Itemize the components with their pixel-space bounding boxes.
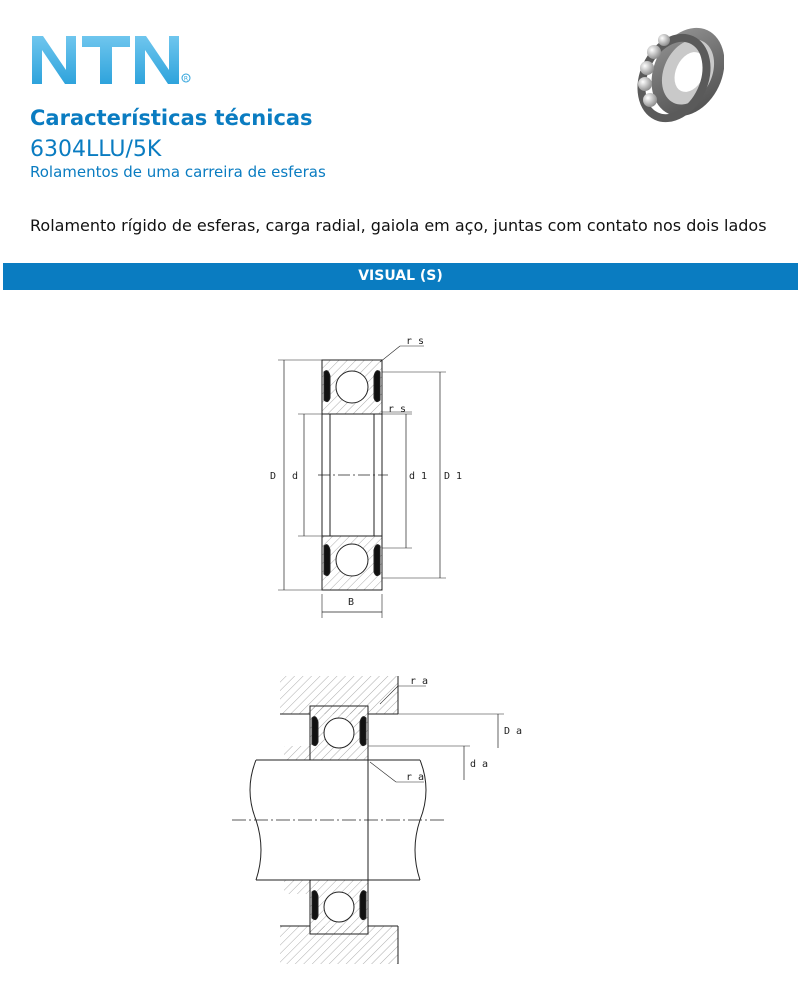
label-D1: D 1 [444, 471, 463, 482]
svg-text:R: R [183, 75, 189, 83]
label-B: B [348, 597, 355, 608]
label-d1: d 1 [409, 471, 428, 482]
ntn-logo [32, 34, 192, 88]
bearing-section-drawing [278, 346, 446, 618]
page-title: Características técnicas [30, 106, 313, 130]
label-d: d [292, 471, 299, 482]
mounting-drawing [232, 676, 504, 964]
label-Da: D a [504, 726, 523, 737]
product-description: Rolamento rígido de esferas, carga radial, gaiola em aço, juntas com contato nos dois lados [30, 216, 767, 235]
label-rs-top: r s [406, 336, 425, 347]
section-header: VISUAL (S) [3, 263, 798, 290]
label-ra-bottom: r a [406, 772, 425, 783]
ball-bearing-image [628, 20, 724, 126]
model-code: 6304LLU/5K [30, 137, 162, 162]
label-da: d a [470, 759, 489, 770]
label-ra-top: r a [410, 676, 429, 687]
label-rs-mid: r s [388, 404, 407, 415]
technical-drawings [0, 300, 811, 990]
product-category: Rolamentos de uma carreira de esferas [30, 163, 326, 181]
label-D: D [270, 471, 277, 482]
